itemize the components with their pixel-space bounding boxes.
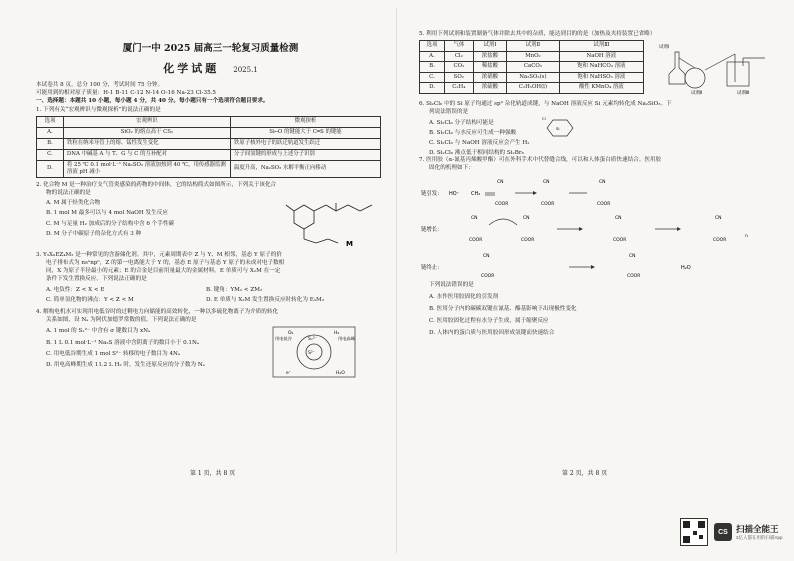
q4-left-label: 用电低谷 bbox=[275, 336, 292, 342]
q1-cell: 将 25 ℃ 0.1 mol·L⁻¹ Na₂SO₃ 溶液加热到 40 ℃，用传感器监测溶液 pH 减小 bbox=[63, 160, 230, 177]
qr-code-icon bbox=[680, 518, 708, 546]
table-row bbox=[37, 127, 381, 138]
q4-species: S²⁻ bbox=[308, 351, 316, 357]
q1-cell: 分子间氢键的形成与上述分子识别 bbox=[230, 149, 380, 160]
q3-option-c: C. 简单氢化物的沸点：Y < Z < M bbox=[46, 296, 134, 303]
q1-cell: 铁原子核外电子的跃迁轨道发生跃迁 bbox=[230, 138, 380, 149]
q1-cell: A. bbox=[37, 127, 64, 138]
q5-stem: 5. 利用下列试剂和装置制备气体并除去其中的杂质，能达到目的的是（加热及夹持装置已省略） bbox=[419, 31, 656, 37]
q5-cell: Na₂SO₃(s) bbox=[507, 72, 559, 83]
q7-coor: COOR bbox=[495, 201, 509, 207]
q7-coor: COOR bbox=[627, 273, 641, 279]
scanner-title: 扫描全能王 bbox=[736, 524, 779, 534]
q5-cell: B. bbox=[420, 62, 445, 73]
q7-coor: COOR bbox=[541, 201, 555, 207]
q1-cell: D. bbox=[37, 160, 64, 177]
exam-date: 2025.1 bbox=[233, 66, 258, 74]
apparatus-label: 试剂Ⅱ bbox=[691, 91, 703, 97]
intro-line-2: 可能用到的相对原子质量：H-1 B-11 C-12 N-14 O-16 Na-23 Cl-35.5 bbox=[36, 90, 216, 97]
table-row bbox=[420, 72, 644, 83]
page-2-footer: 第 2 页，共 8 页 bbox=[562, 470, 608, 477]
q3-line-2: 电子排布式为 nsⁿnpⁿ，Z 的第一电离能大于 Y 的，基态 E 原子与基态 Y 原子的未成对电子数相 bbox=[46, 260, 285, 267]
q4-option-b: B. 1 L 0.1 mol·L⁻¹ Na₂S 溶液中含阴离子的数目小于 0.1Nₐ bbox=[46, 339, 200, 346]
q1-cell: 铁粒在纳米导管上的熔、锰性发生变化 bbox=[63, 138, 230, 149]
q7-hydroxide: HO⁻ bbox=[449, 190, 460, 197]
q5-apparatus bbox=[655, 40, 771, 98]
q7-option-d: D. 人体内的蛋白质与医用胶因形成氢键而快速结合 bbox=[429, 330, 555, 337]
subject-title bbox=[36, 60, 385, 76]
q2-option-b: B. 1 mol M 最多可以与 4 mol NaOH 发生反应 bbox=[46, 210, 168, 217]
scanner-text bbox=[736, 523, 783, 541]
q3-line-1: 3. Y₃X₆EZ₄M₂ 是一种常见的含游储化剂。其中，元素周期表中 Z 与 Y、M 相邻，基态 Y 原子的价 bbox=[36, 251, 282, 258]
q4-cycle-diagram bbox=[272, 326, 356, 378]
q4-line-2: 关系如图，设 Nₐ 为阿伏加德罗常数的值。下列说法正确的是 bbox=[46, 317, 197, 324]
intro-line-3: 一、选择题：本题共 10 小题，每小题 4 分，共 40 分。每小题只有一个选项符合题目要求。 bbox=[36, 98, 269, 105]
q5-cell: 稀盐酸 bbox=[473, 62, 506, 73]
q2-option-c: C. M 与足量 H₂ 加成后的分子结构中含 6 个手性碳 bbox=[46, 220, 175, 227]
q7-cn: CN bbox=[615, 215, 622, 221]
q7-step-label: 链终止： bbox=[421, 264, 443, 271]
apparatus-label: 试剂Ⅲ bbox=[737, 91, 750, 97]
q5-cell: 浓硝酸 bbox=[473, 72, 506, 83]
q7-cn: CN bbox=[483, 253, 490, 259]
q2-option-d: D. M 分子中碳原子的杂化方式有 3 种 bbox=[46, 230, 142, 237]
q1-header-option: 选项 bbox=[37, 116, 64, 127]
compound-m-label: M bbox=[346, 239, 353, 248]
q5-cell: C₂H₅OH(l) bbox=[507, 83, 559, 94]
q7-step-label: 链增长： bbox=[421, 226, 443, 233]
q6-option-a: A. Si₂Cl₆ 分子结构可能是 bbox=[429, 119, 494, 126]
table-row bbox=[37, 138, 381, 149]
q4-option-a: A. 1 mol 的 Sₓ²⁻ 中含有 σ 键数目为 xNₐ bbox=[46, 328, 151, 335]
q1-cell: C. bbox=[37, 149, 64, 160]
q4-option-d: D. 用电高峰期生成 11.2 L H₂ 时，发生还原反应的分子数为 Nₐ bbox=[46, 362, 205, 369]
q7-coor: COOR bbox=[481, 273, 495, 279]
q3-option-d: D. E 单质与 X₂M 发生置换反应时转化为 E₃M₃ bbox=[206, 296, 325, 303]
q7-line-1: 7. 医用胶（α-氰基丙烯酸甲酯）可在外科手术中代替缝合线，可以和人体蛋白质快速结合。医用胶 bbox=[419, 157, 662, 164]
q5-header: 试剂Ⅱ bbox=[507, 41, 559, 52]
q5-cell: 饱和 NaHSO₃ 溶液 bbox=[559, 72, 643, 83]
q5-header: 试剂Ⅲ bbox=[559, 41, 643, 52]
q6-line-2: 列说法错误的是 bbox=[429, 109, 469, 116]
q4-option-c: C. 用电低谷期生成 1 mol S²⁻ 转移的电子数目为 4Nₐ bbox=[46, 350, 181, 357]
q6-option-d: D. Si₂Cl₆ 沸点低于相同结构的 Si₂Br₆ bbox=[429, 150, 524, 157]
q5-cell: MnO₂ bbox=[507, 51, 559, 62]
q7-option-c: C. 医用胶固化过程有水分子生成，属于缩聚反应 bbox=[429, 318, 549, 325]
school-title: 厦门一中 2025 届高三一轮复习质量检测 bbox=[122, 43, 299, 54]
q7-cn: CN bbox=[497, 179, 504, 185]
q3-options-cd bbox=[36, 296, 385, 304]
q3-line-4: 条件下发生置换反应。下列说法正确的是 bbox=[46, 276, 147, 283]
q1-cell: 温度升高，Na₂SO₃ 水解平衡正向移动 bbox=[230, 160, 380, 177]
q7-coor: COOR bbox=[521, 237, 535, 243]
q2-line-2: 物的说法正确的是 bbox=[46, 190, 91, 197]
q7-cn: CN bbox=[543, 179, 550, 185]
q7-cn: CN bbox=[715, 215, 722, 221]
q7-coor: COOR bbox=[597, 201, 611, 207]
q5-cell: C₂H₄ bbox=[444, 83, 473, 94]
q5-table bbox=[419, 40, 644, 94]
q5-cell: C. bbox=[420, 72, 445, 83]
q1-cell: B. bbox=[37, 138, 64, 149]
table-row bbox=[420, 83, 644, 94]
q3-line-3: 同，X 为原子半径最小的元素；E 的合金是目前用量最大的金属材料。E 单质可与 X₂M 在一定 bbox=[46, 268, 281, 275]
q1-table bbox=[36, 116, 381, 178]
q7-step-label: 链引发： bbox=[421, 190, 443, 197]
subject-name: 化学试题 bbox=[163, 62, 220, 75]
q2-option-a: A. M 属于烃类化合物 bbox=[46, 200, 101, 207]
camscanner-logo-icon: CS bbox=[714, 523, 732, 541]
q5-cell: A. bbox=[420, 51, 445, 62]
q4-species: e⁻ bbox=[286, 371, 292, 377]
q7-option-a: A. 水作医用胶固化的引发剂 bbox=[429, 293, 499, 300]
q1-header-micro: 微观探析 bbox=[230, 116, 380, 127]
q7-option-b: B. 医用分子内的碳碳双键在氰基、酯基影响下出现极性变化 bbox=[429, 306, 577, 313]
q5-cell: 浓硫酸 bbox=[473, 83, 506, 94]
q7-ch2: CH₂ bbox=[471, 190, 481, 197]
q4-species: H₂ bbox=[334, 331, 340, 337]
q7-cn: CN bbox=[471, 215, 478, 221]
scanner-watermark bbox=[680, 518, 783, 546]
q3-option-a: A. 电负性：Z < X < E bbox=[46, 286, 105, 293]
q4-species: H₂O bbox=[336, 371, 345, 377]
q7-poly-n: n bbox=[745, 233, 748, 239]
table-row bbox=[420, 51, 644, 62]
q1-cell: DNA 中碱基 A 与 T、G 与 C 的互补配对 bbox=[63, 149, 230, 160]
q1-cell: SiO₂ 的熔点高于 CS₂ bbox=[63, 127, 230, 138]
q5-header: 气体 bbox=[444, 41, 473, 52]
q5-header: 试剂Ⅰ bbox=[473, 41, 506, 52]
q4-line-1: 4. 解构电机水可实现用电低谷时的过剩电力向储能的高效转化，一种以多硫化物离子为介质的转化 bbox=[36, 309, 279, 316]
q5-cell: SO₂ bbox=[444, 72, 473, 83]
q1-cell: Si─O 的键能大于 C═S 的键能 bbox=[230, 127, 380, 138]
q7-water: H₂O bbox=[681, 264, 691, 271]
table-row bbox=[37, 116, 381, 127]
q1-stem: 1. 下列有关“宏观辨识与微观探析”的说法正确的是 bbox=[36, 106, 161, 113]
q1-header-macro: 宏观辨识 bbox=[63, 116, 230, 127]
page-1-footer: 第 1 页，共 8 页 bbox=[190, 470, 236, 477]
q7-line-2: 固化的机理如下： bbox=[429, 165, 474, 172]
table-row bbox=[37, 149, 381, 160]
q5-cell: 浓盐酸 bbox=[473, 51, 506, 62]
q4-right-label: 用电高峰 bbox=[338, 336, 355, 342]
q7-mechanism bbox=[419, 175, 779, 279]
q3-options-ab bbox=[36, 286, 385, 294]
q4-species: Sₓ²⁻ bbox=[308, 337, 318, 343]
table-row bbox=[420, 62, 644, 73]
intro-line-1: 本试卷共 8 页，总分 100 分，考试时间 75 分钟。 bbox=[36, 82, 164, 88]
q7-cn: CN bbox=[599, 179, 606, 185]
q5-cell: CO₂ bbox=[444, 62, 473, 73]
q3-option-b: B. 键角：YM₂ < ZM₂ bbox=[206, 286, 263, 293]
q6-option-c: C. Si₂Cl₆ 与 NaOH 溶液反应会产生 H₂ bbox=[429, 140, 530, 147]
q6-option-b: B. Si₂Cl₆ 与水反应可生成一种强酸 bbox=[429, 129, 517, 136]
q7-question: 下列说法错误的是 bbox=[429, 281, 474, 288]
q5-header: 选项 bbox=[420, 41, 445, 52]
q5-cell: CaCO₃ bbox=[507, 62, 559, 73]
compound-m-structure bbox=[264, 197, 384, 249]
si2cl6-structure bbox=[541, 114, 581, 142]
table-row bbox=[420, 41, 644, 52]
q6-line-1: 6. Si₂Cl₆ 中的 Si 原子均通过 sp³ 杂化轨道成键，与 NaOH 溶液反应 Si 元素均转化成 Na₂SiO₃。下 bbox=[419, 101, 672, 108]
q5-cell: 饱和 NaHCO₃ 溶液 bbox=[559, 62, 643, 73]
structure-atom-label: Si bbox=[556, 126, 560, 132]
table-row bbox=[37, 160, 381, 177]
page-2 bbox=[397, 0, 794, 561]
q5-cell: D. bbox=[420, 83, 445, 94]
q5-cell: Cl₂ bbox=[444, 51, 473, 62]
q2-line-1: 2. 化合物 M 是一种治疗支气管炎感染的药物的中间体，它的结构简式如图所示，下列关于该化合 bbox=[36, 181, 277, 188]
q7-coor: COOR bbox=[613, 237, 627, 243]
q5-cell: NaOH 溶液 bbox=[559, 51, 643, 62]
q7-cn: CN bbox=[523, 215, 530, 221]
scanner-subtitle: 3亿人都在用的扫描App bbox=[736, 535, 783, 540]
apparatus-label: 试剂Ⅰ bbox=[659, 45, 670, 51]
q7-coor: COOR bbox=[469, 237, 483, 243]
q7-cn: CN bbox=[629, 253, 636, 259]
q7-coor: COOR bbox=[713, 237, 727, 243]
structure-atom-label: Cl bbox=[542, 116, 546, 122]
q5-cell: 酸性 KMnO₄ 溶液 bbox=[559, 83, 643, 94]
q4-species: O₂ bbox=[288, 331, 294, 337]
